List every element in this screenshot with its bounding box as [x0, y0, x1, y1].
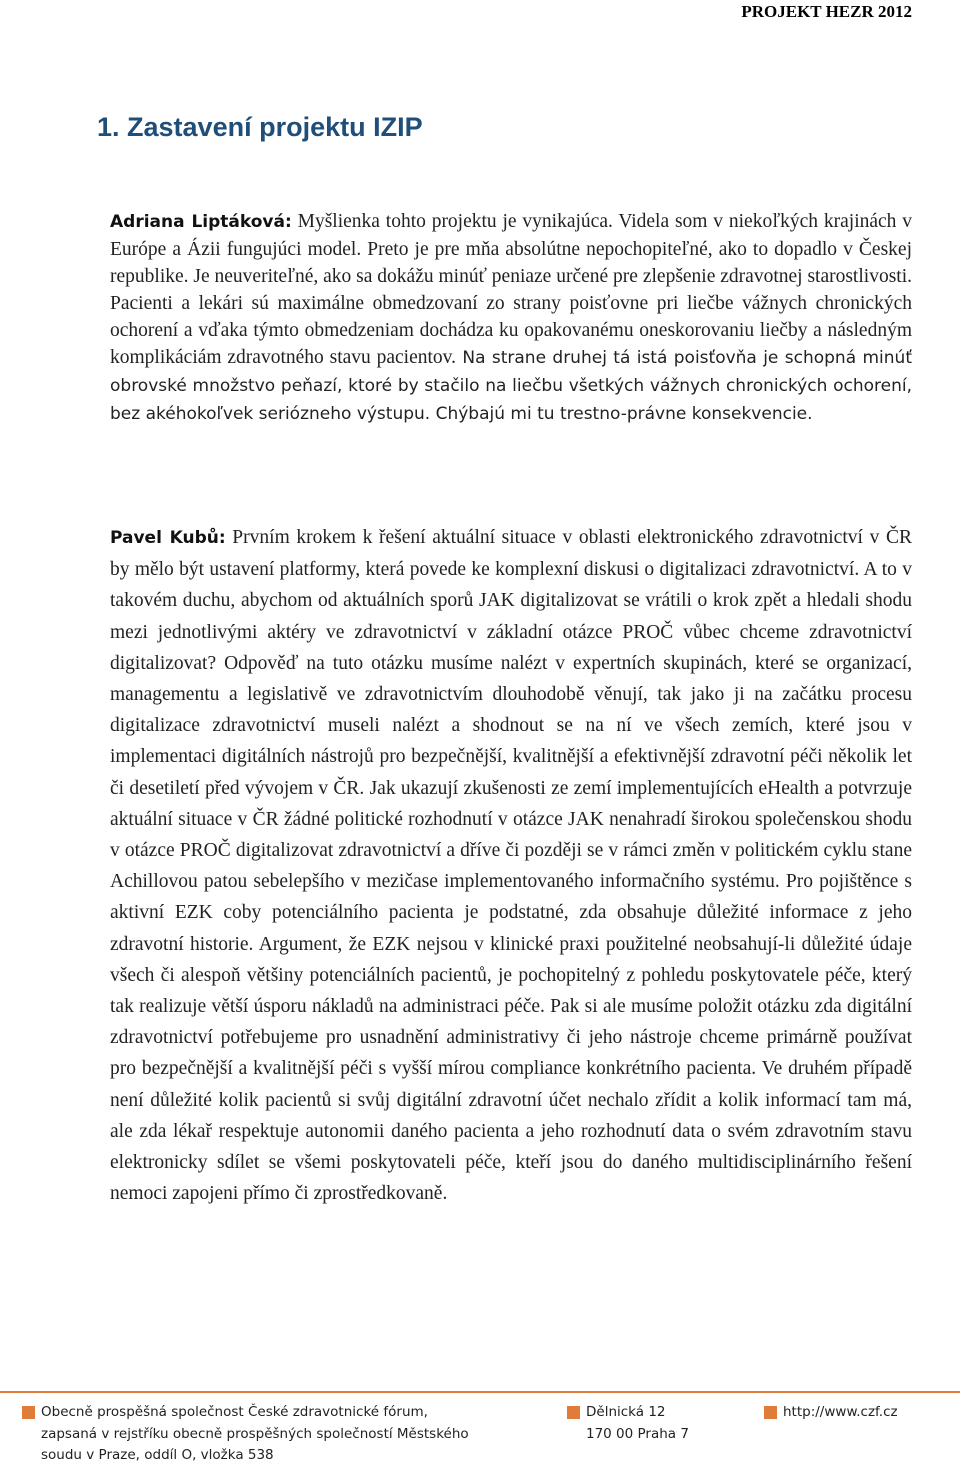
project-header: PROJEKT HEZR 2012 — [741, 2, 912, 21]
speaker-name: Pavel Kubů: — [110, 528, 226, 548]
paragraph-kubu — [110, 522, 912, 1209]
footer-street: Dělnická 12 — [586, 1404, 666, 1420]
footer-city: 170 00 Praha 7 — [586, 1425, 689, 1442]
footer-divider — [0, 1391, 960, 1393]
paragraph-text: Myšlienka tohto projektu je vynikajúca. Videla som v niekoľkých krajinách v Európe a Ázii fungujúci model. Preto je pre mňa absolútne nepochopiteľné, ako to dopadlo v Českej republike. Je neuveriteľné, ako sa dokážu minúť peniaze určené pre zlepšenie zdravotnej starostlivosti. Pacienti a lekári sú maximálne obmedzovaní zo strany poisťovne pri liečbe vážnych chronických ochorení a vďaka týmto obmedzeniam dochádza ku opakovanému oneskorovaniu liečby a následným komplikáciám zdravotného stavu pacientov. — [110, 211, 913, 368]
footer-organization — [22, 1402, 469, 1467]
footer-address — [567, 1402, 689, 1445]
footer — [0, 1400, 960, 1469]
footer-org-line: zapsaná v rejstříku obecně prospěšných společností Městského — [41, 1425, 469, 1442]
paragraph-text: Prvním krokem k řešení aktuální situace v oblasti elektronického zdravotnictví v ČR by mělo být ustavení platformy, která povede ke komplexní diskusi o digitalizaci zdravotnictví. A to v takovém duchu, abychom od aktuálních sporů JAK digitalizovat se vrátili o krok zpět a hledali shodu mezi jednotlivými aktéry ve zdravotnictví v základní otázce PROČ vůbec chceme zdravotnictví digitalizovat? Odpověď na tuto otázku musíme nalézt v expertních skupinách, které se organizací, managementu a legislativě ve zdravotnictvím dlouhodobě věnují, tak jako ji na začátku procesu digitalizace zdravotnictví museli nalézt a shodnout se na ní ve všech zemích, které jsou v implementaci digitálních nástrojů pro bezpečnější, kvalitnější a efektivnější zdravotní péči několik let či desetiletí před vývojem v ČR. Jak ukazují zkušenosti ze zemí implementujících eHealth a potvrzuje aktuální situace v ČR žádné politické rozhodnutí v otázce JAK nenahradí širokou společenskou shodu v otázce PROČ digitalizovat zdravotnictví a dříve či později se v rámci změn v politickém cyklu stane Achillovou patou sebelepšího v mezičase implementovaného informačního systému. Pro pojištěnce s aktivní EZK coby potenciálního pacienta je podstatné, zda obsahuje důležité informace z jeho zdravotní historie. Argument, že EZK nejsou v klinické praxi použitelné neobsahují-li důležité údaje všech či alespoň většiny potenciálních pacientů, je pochopitelný z pohledu poskytovatele péče, který tak realizuje větší úsporu nákladů na administraci péče. Pak si ale musíme položit otázku zda digitální zdravotnictví potřebujeme pro usnadnění administrativy či jeho nástroje chceme primárně používat pro bezpečnější a kvalitnější péči s vyšší mírou compliance konkrétního pacienta. Ve druhém případě není důležité kolik pacientů si svůj digitální zdravotní účet nechalo zřídit a kolik informací tam má, ale zda lékař respektuje autonomii daného pacienta a jeho rozhodnutí data o svém zdravotním stavu elektronicky sdílet se všemi poskytovateli péče, kteří jsou do daného multidisciplinárního řešení nemoci zapojeni přímo či zprostředkovaně. — [110, 527, 912, 1205]
footer-org-line: soudu v Praze, oddíl O, vložka 538 — [41, 1447, 274, 1463]
section-title: 1. Zastavení projektu IZIP — [97, 112, 423, 142]
bullet-square-icon — [567, 1406, 580, 1419]
footer-web — [764, 1402, 898, 1424]
bullet-square-icon — [764, 1406, 777, 1419]
footer-web-link[interactable]: http://www.czf.cz — [783, 1404, 898, 1420]
footer-org-line: Obecně prospěšná společnost České zdravotnické fórum, — [41, 1404, 428, 1420]
bullet-square-icon — [22, 1406, 35, 1419]
speaker-name: Adriana Liptáková: — [110, 212, 292, 232]
paragraph-text: Na strane druhej tá istá poisťovňa je schopná minúť obrovské množstvo peňazí, ktoré by stačilo na liečbu všetkých vážnych chronických ochorení, bez akéhokoľvek seriózneho výstupu. Chýbajú mi tu trestno-právne konsekvencie. — [110, 348, 912, 424]
paragraph-liptakova — [110, 208, 912, 428]
